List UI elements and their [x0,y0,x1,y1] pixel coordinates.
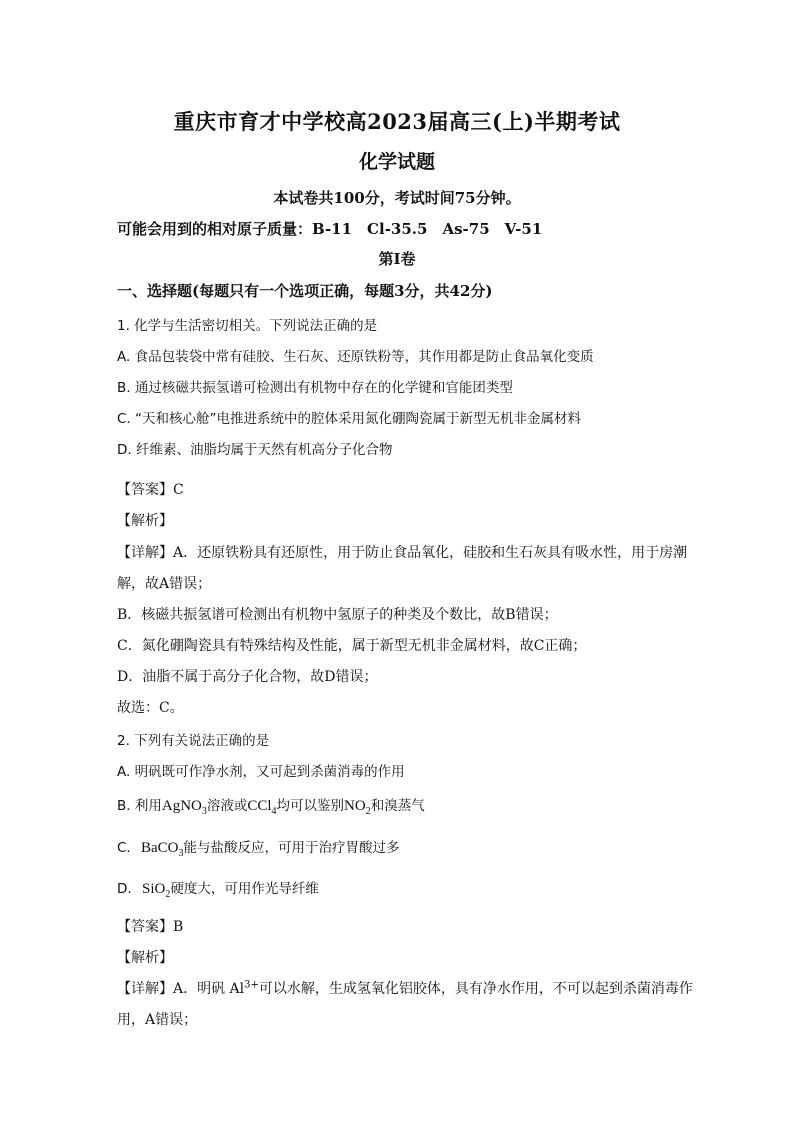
formula-agno3 [161,798,207,817]
section-heading: 一、选择题(每题只有一个选项正确，每题3分，共42分) [117,282,493,300]
q1-option-a: A. 食品包装袋中常有硅胶、生石灰、还原铁粉等，其作用都是防止食品氧化变质 [117,349,594,365]
q2-option-c-prefix: C. [117,840,131,856]
q2-option-b-text: 溶液或 [206,798,248,814]
formula-sio2 [141,881,171,900]
formula-subscript: 3 [178,848,184,859]
formula-text: BaCO [141,840,179,856]
exam-title: 重庆市育才中学校高2023届高三(上)半期考试 [173,109,621,134]
q2-option-a: A. 明矾既可作净水剂，又可起到杀菌消毒的作用 [117,764,405,780]
q1-option-b: B. 通过核磁共振氢谱可检测出有机物中存在的化学键和官能团类型 [117,380,513,396]
q2-option-b [117,794,714,817]
q2-detail-line [117,978,714,998]
q1-detail-line: 解，故A错误； [117,576,212,592]
q2-option-d-text: 硬度大，可用作光导纤维 [170,881,319,897]
formula-ccl4 [247,798,277,817]
ion-charge-superscript: 3+ [244,979,259,991]
q2-detail-text: 【详解】A．明矾 Al [117,981,245,997]
formula-text: NO [344,798,366,814]
q1-answer: 【答案】C [117,482,184,498]
q1-stem: 1. 化学与生活密切相关。下列说法正确的是 [117,318,378,334]
volume-label: 第I卷 [378,250,416,268]
q1-detail-line: 【详解】A．还原铁粉具有还原性，用于防止食品氧化，硅胶和生石灰具有吸水性，用于房潮 [117,545,688,561]
q1-detail-line: B．核磁共振氢谱可检测出有机物中氢原子的种类及个数比，故B错误； [117,607,558,623]
q2-option-d [117,877,714,900]
formula-text: AgNO [161,798,202,814]
formula-no2 [344,798,371,817]
q1-option-c: C. “天和核心舱”电推进系统中的腔体采用氮化硼陶瓷属于新型无机非金属材料 [117,411,581,427]
q2-detail-line: 用，A错误； [117,1012,198,1028]
formula-baco3 [141,840,184,859]
q2-option-c-text: 能与盐酸反应，可用于治疗胃酸过多 [183,840,400,856]
q1-detail-line: 故选：C。 [117,700,184,716]
exam-info: 本试卷共100分，考试时间75分钟。 [273,189,521,207]
formula-subscript: 4 [271,806,277,817]
q2-detail-text: 可以水解，生成氢氧化铝胶体，具有净水作用，不可以起到杀菌消毒作 [258,981,693,997]
q1-option-d: D. 纤维素、油脂均属于天然有机高分子化合物 [117,442,393,458]
q1-analysis-label: 【解析】 [117,513,173,529]
q2-option-c [117,836,714,859]
q1-detail-line: D．油脂不属于高分子化合物，故D错误； [117,669,378,685]
q2-stem: 2. 下列有关说法正确的是 [117,733,270,749]
q2-analysis-label: 【解析】 [117,950,173,966]
formula-subscript: 2 [165,889,171,900]
q2-option-b-text: 和溴蒸气 [370,798,425,814]
q2-option-b-prefix: B. 利用 [117,798,162,814]
q2-answer: 【答案】B [117,919,184,935]
q2-option-d-prefix: D. [117,881,132,897]
formula-subscript: 3 [201,806,207,817]
formula-text: SiO [141,881,166,897]
q2-option-b-text: 均可以鉴别 [276,798,345,814]
formula-text: CCl [247,798,272,814]
atomic-masses: 可能会用到的相对原子质量：B-11 Cl-35.5 As-75 V-51 [117,220,543,238]
subject-title: 化学试题 [358,151,435,173]
formula-subscript: 2 [365,806,371,817]
q1-detail-line: C．氮化硼陶瓷具有特殊结构及性能，属于新型无机非金属材料，故C正确； [117,638,587,654]
